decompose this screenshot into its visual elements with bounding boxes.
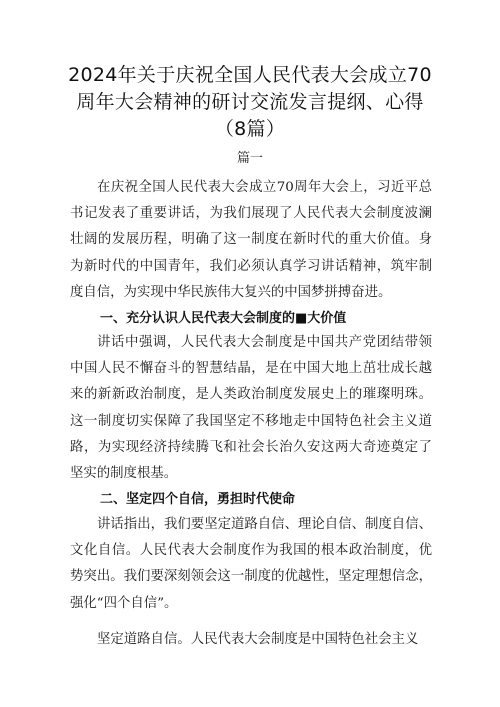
paragraph-confidence: [70, 512, 432, 617]
paragraph-line: 坚实的制度根基。: [70, 466, 178, 482]
paragraph-road: [70, 627, 432, 653]
paragraph-line: 书记发表了重要讲话，为我们展现了人民代表大会制度波澜: [70, 206, 432, 222]
paragraph-line: 来的新新政治制度，是人类政治制度发展史上的璀璨明珠。: [70, 387, 432, 403]
paragraph-line: 路，为实现经济持续腾飞和社会长治久安这两大奇迹奠定了: [70, 439, 432, 455]
paragraph-line: 壮阔的发展历程，明确了这一制度在新时代的重大价值。身: [70, 232, 432, 248]
paragraph-line: 强化“四个自信”。: [70, 595, 178, 611]
paragraph-line: 文化自信。人民代表大会制度作为我国的根本政治制度，优: [70, 543, 432, 559]
section-heading-1: 一、充分认识人民代表大会制度的■大价值: [100, 311, 347, 326]
document-title: [40, 62, 460, 143]
section-heading-2: 二、坚定四个自信，勇担时代使命: [100, 492, 296, 507]
paragraph-line: 势突出。我们要深刻领会这一制度的优越性，坚定理想信念，: [70, 569, 432, 585]
paragraph-line: 这一制度切实保障了我国坚定不移地走中国特色社会主义道: [70, 413, 432, 429]
paragraph-line: 坚定道路自信。人民代表大会制度是中国特色社会主义: [97, 632, 419, 647]
paragraph-line: 讲话指出，我们要坚定道路自信、理论自信、制度自信、: [97, 517, 432, 532]
paragraph-line: 讲话中强调，人民代表大会制度是中国共产党团结带领: [97, 335, 432, 350]
title-line-2: 周年大会精神的研讨交流发言提纲、心得: [76, 91, 424, 113]
paragraph-value: [70, 330, 432, 487]
paragraph-intro: [70, 175, 432, 306]
title-line-1: 2024年关于庆祝全国人民代表大会成立70: [68, 64, 432, 86]
paragraph-line: 度自信，为实现中华民族伟大复兴的中国梦拼搏奋进。: [70, 284, 392, 300]
section-label: 篇一: [236, 151, 263, 166]
paragraph-line: 在庆祝全国人民代表大会成立70周年大会上，习近平总: [97, 180, 432, 195]
paragraph-line: 为新时代的中国青年，我们必须认真学习讲话精神，筑牢制: [70, 258, 432, 274]
title-line-3: （8篇）: [214, 118, 286, 140]
paragraph-line: 中国人民不懈奋斗的智慧结晶，是在中国大地上茁壮成长越: [70, 361, 432, 377]
